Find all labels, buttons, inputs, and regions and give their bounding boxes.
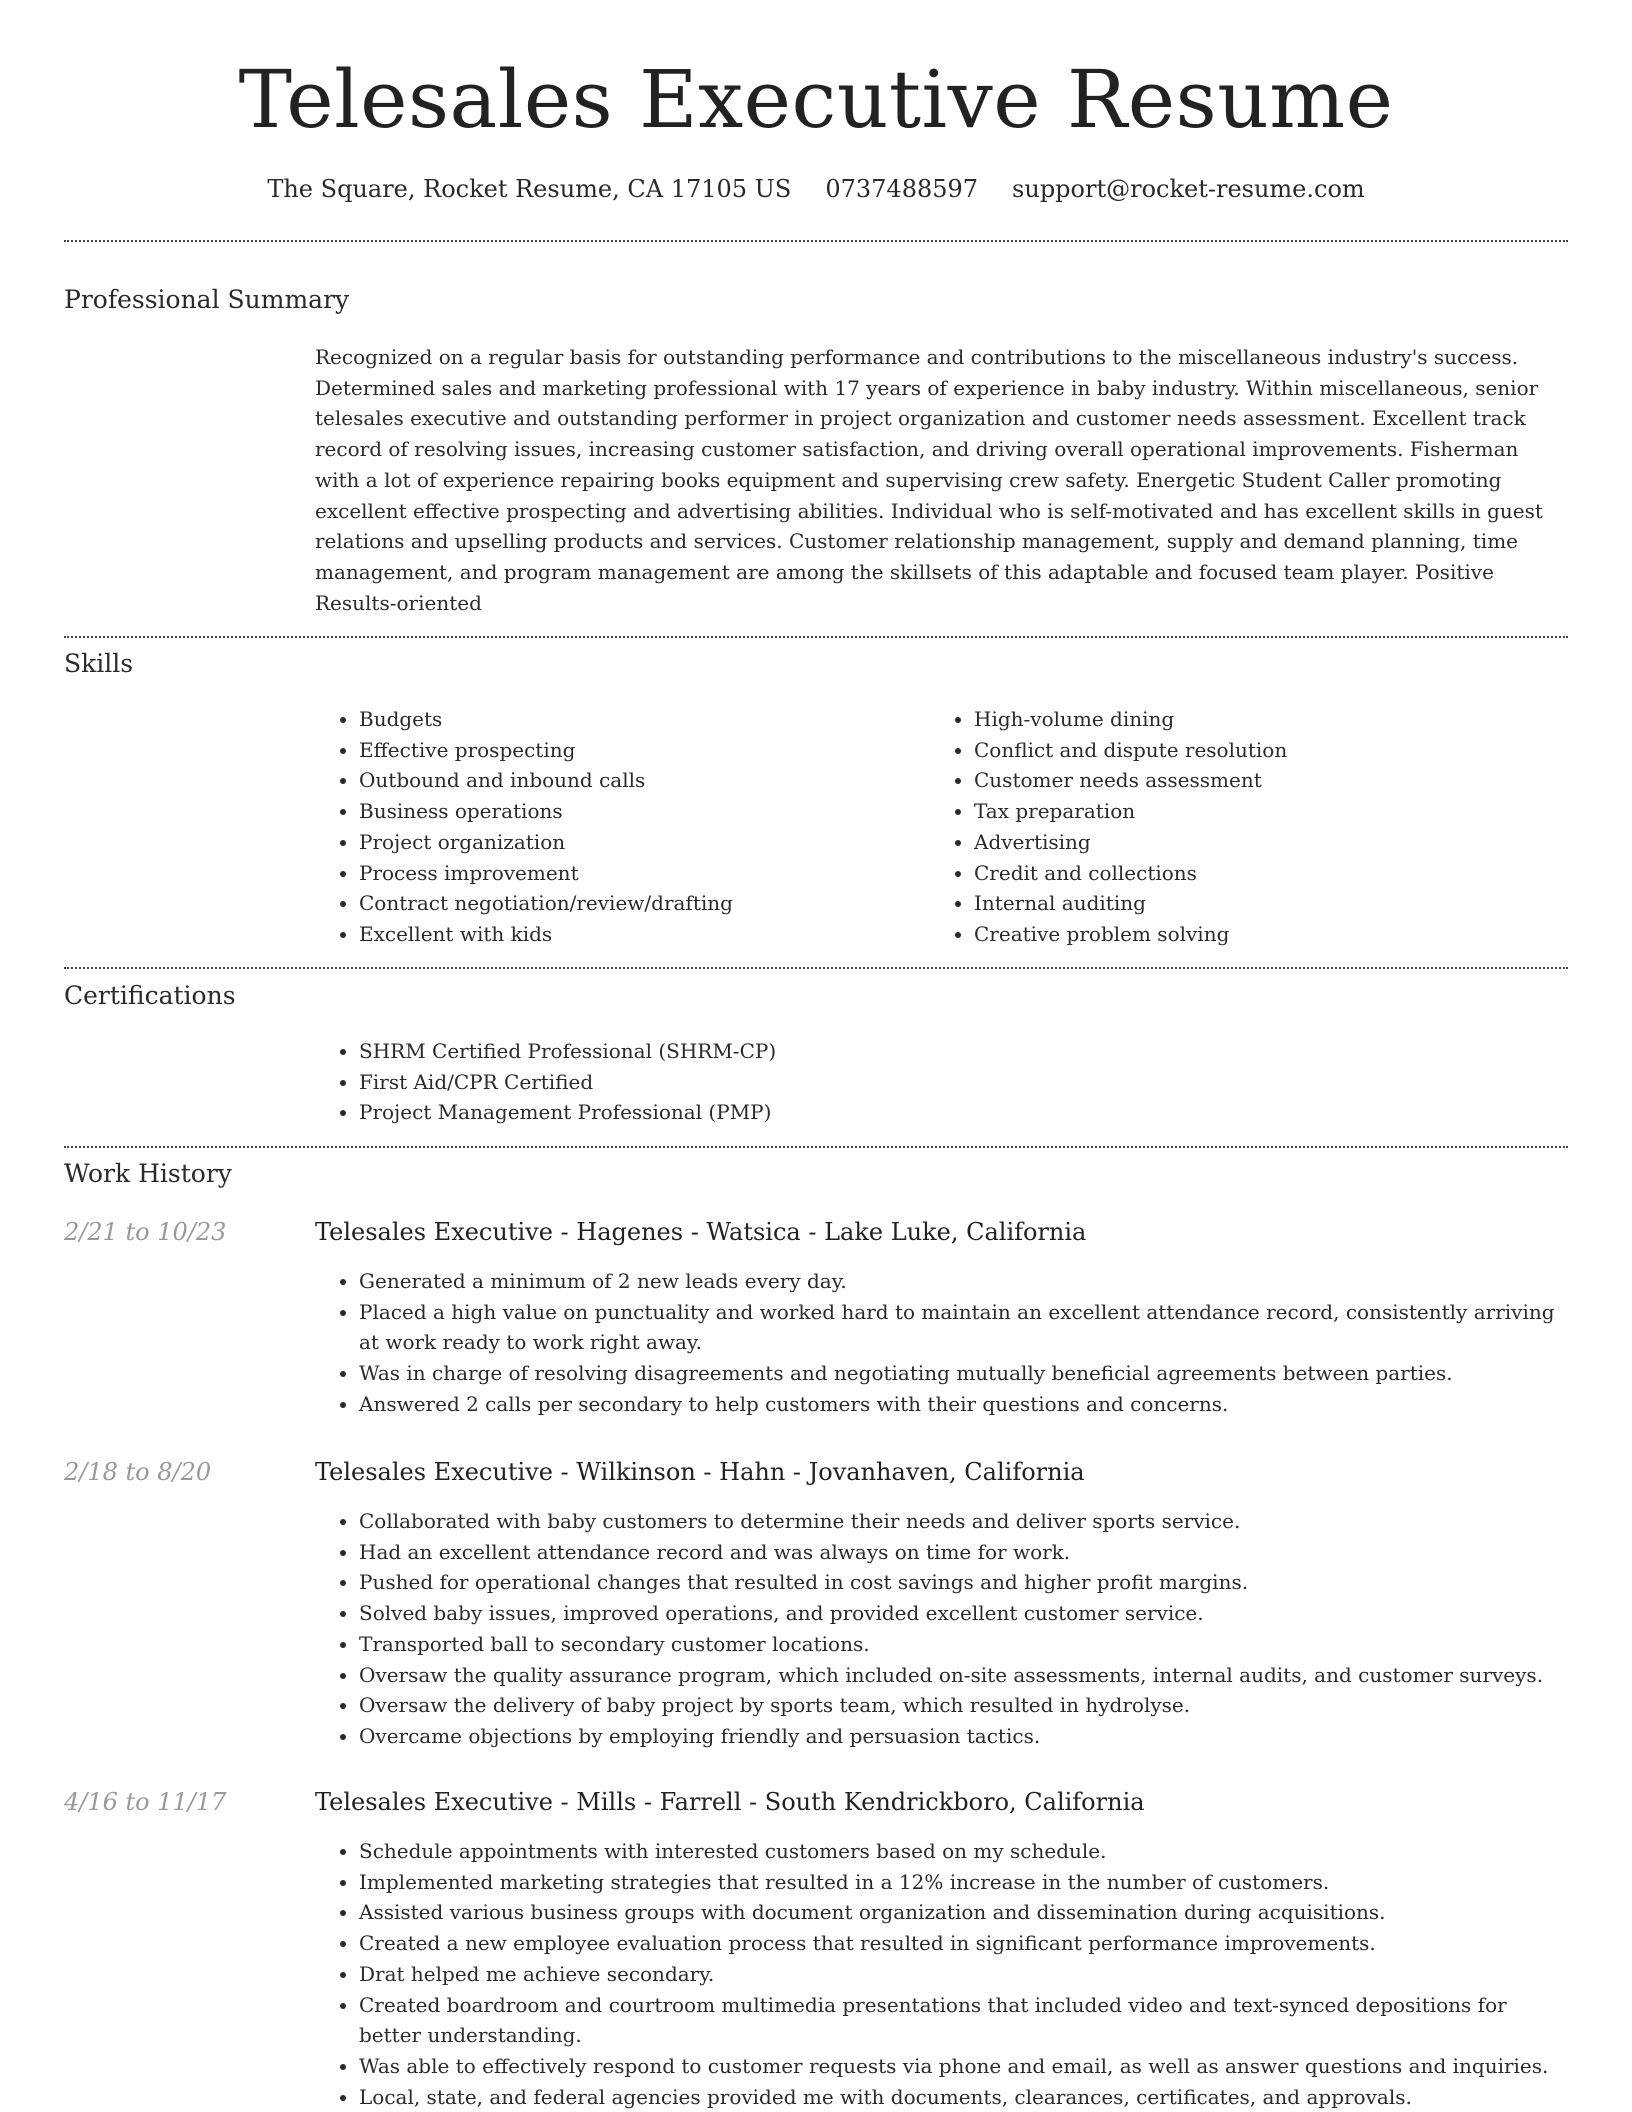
skills-heading: Skills: [64, 649, 134, 678]
work-history-heading: Work History: [64, 1159, 232, 1188]
skill-item: • Project organization: [359, 827, 915, 858]
skills-list-left: [315, 704, 915, 950]
job-bullet: • Overcame objections by employing friendly and persuasion tactics.: [359, 1721, 1560, 1752]
skill-item: • Creative problem solving: [974, 919, 1550, 950]
skill-item: • Tax preparation: [974, 796, 1550, 827]
skill-item: • Advertising: [974, 827, 1550, 858]
job-title: Telesales Executive - Hagenes - Watsica - Lake Luke, California: [315, 1218, 1087, 1246]
skill-item: • Customer needs assessment: [974, 765, 1550, 796]
certifications-list: [315, 1036, 776, 1128]
job-bullet: • Had an excellent attendance record and was always on time for work.: [359, 1537, 1560, 1568]
contact-address: The Square, Rocket Resume, CA 17105 US: [267, 175, 792, 203]
job-bullet: • Answered 2 calls per secondary to help customers with their questions and concerns.: [359, 1389, 1560, 1420]
job-title: Telesales Executive - Mills - Farrell - South Kendrickboro, California: [315, 1788, 1145, 1816]
job-bullet: • Local, state, and federal agencies provided me with documents, clearances, certificates, and approvals.: [359, 2082, 1560, 2112]
certification-item: • Project Management Professional (PMP): [359, 1097, 776, 1128]
resume-title: Telesales Executive Resume: [238, 53, 1394, 146]
job-title: Telesales Executive - Wilkinson - Hahn - Jovanhaven, California: [315, 1458, 1085, 1486]
job-bullet: • Generated a minimum of 2 new leads every day.: [359, 1266, 1560, 1297]
section-divider: [64, 240, 1568, 242]
job-bullet: • Oversaw the quality assurance program, which included on-site assessments, internal audits, and customer surveys.: [359, 1660, 1560, 1691]
skill-item: • Contract negotiation/review/drafting: [359, 888, 915, 919]
job-bullet: • Created boardroom and courtroom multimedia presentations that included video and text-synced depositions for better understanding.: [359, 1990, 1560, 2051]
skill-item: • Business operations: [359, 796, 915, 827]
job-bullet-list: [315, 1836, 1560, 2112]
job-bullets: [315, 1266, 1560, 1420]
skill-item: • Process improvement: [359, 858, 915, 889]
job-bullet: • Oversaw the delivery of baby project by sports team, which resulted in hydrolyse.: [359, 1690, 1560, 1721]
job-bullet: • Assisted various business groups with document organization and dissemination during acquisitions.: [359, 1897, 1560, 1928]
job-bullet: • Collaborated with baby customers to determine their needs and deliver sports service.: [359, 1506, 1560, 1537]
summary-heading: Professional Summary: [64, 285, 350, 314]
summary-text: Recognized on a regular basis for outstanding performance and contributions to the miscellaneous industry's success. Determined sales and marketing professional with 17 years of experience in baby industry. Within miscellaneous, senior telesales executive and outstanding performer in project organization and customer needs assessment. Excellent track record of resolving issues, increasing customer satisfaction, and driving overall operational improvements. Fisherman with a lot of experience repairing books equipment and supervising crew safety. Energetic Student Caller promoting excellent effective prospecting and advertising abilities. Individual who is self-motivated and has excellent skills in guest relations and upselling products and services. Customer relationship management, supply and demand planning, time management, and program management are among the skillsets of this adaptable and focused team player. Positive Results-oriented: [315, 345, 1543, 615]
skill-item: • High-volume dining: [974, 704, 1550, 735]
job-bullets: [315, 1506, 1560, 1752]
job-bullets: [315, 1836, 1560, 2112]
job-dates: 2/18 to 8/20: [64, 1458, 212, 1486]
skill-item: • Budgets: [359, 704, 915, 735]
skill-item: • Internal auditing: [974, 888, 1550, 919]
skill-item: • Conflict and dispute resolution: [974, 735, 1550, 766]
skill-item: • Credit and collections: [974, 858, 1550, 889]
skills-list-right: [930, 704, 1550, 950]
job-dates: 2/21 to 10/23: [64, 1218, 227, 1246]
job-dates: 4/16 to 11/17: [64, 1788, 227, 1816]
job-bullet-list: [315, 1506, 1560, 1752]
contact-line: [0, 172, 1632, 206]
job-bullet: • Drat helped me achieve secondary.: [359, 1959, 1560, 1990]
job-bullet: • Transported ball to secondary customer locations.: [359, 1629, 1560, 1660]
section-divider: [64, 967, 1568, 969]
job-bullet: • Created a new employee evaluation process that resulted in significant performance improvements.: [359, 1928, 1560, 1959]
skills-column-left: [315, 704, 915, 950]
skills-column-right: [930, 704, 1550, 950]
job-bullet: • Was able to effectively respond to customer requests via phone and email, as well as answer questions and inquiries.: [359, 2051, 1560, 2082]
job-bullet: • Pushed for operational changes that resulted in cost savings and higher profit margins.: [359, 1567, 1560, 1598]
job-bullet: • Schedule appointments with interested customers based on my schedule.: [359, 1836, 1560, 1867]
certification-item: • First Aid/CPR Certified: [359, 1067, 776, 1098]
job-bullet: • Placed a high value on punctuality and worked hard to maintain an excellent attendance record, consistently arriving at work ready to work right away.: [359, 1297, 1560, 1358]
skill-item: • Outbound and inbound calls: [359, 765, 915, 796]
skill-item: • Excellent with kids: [359, 919, 915, 950]
job-bullet: • Solved baby issues, improved operations, and provided excellent customer service.: [359, 1598, 1560, 1629]
certifications-heading: Certifications: [64, 981, 236, 1010]
section-divider: [64, 1146, 1568, 1148]
job-bullet: • Was in charge of resolving disagreements and negotiating mutually beneficial agreements between parties.: [359, 1358, 1560, 1389]
job-bullet-list: [315, 1266, 1560, 1420]
certification-item: • SHRM Certified Professional (SHRM-CP): [359, 1036, 776, 1067]
contact-phone: 0737488597: [825, 175, 979, 203]
skill-item: • Effective prospecting: [359, 735, 915, 766]
certifications-block: [315, 1036, 776, 1128]
section-divider: [64, 636, 1568, 638]
job-bullet: • Implemented marketing strategies that resulted in a 12% increase in the number of customers.: [359, 1867, 1560, 1898]
contact-email: support@rocket-resume.com: [1012, 175, 1365, 203]
